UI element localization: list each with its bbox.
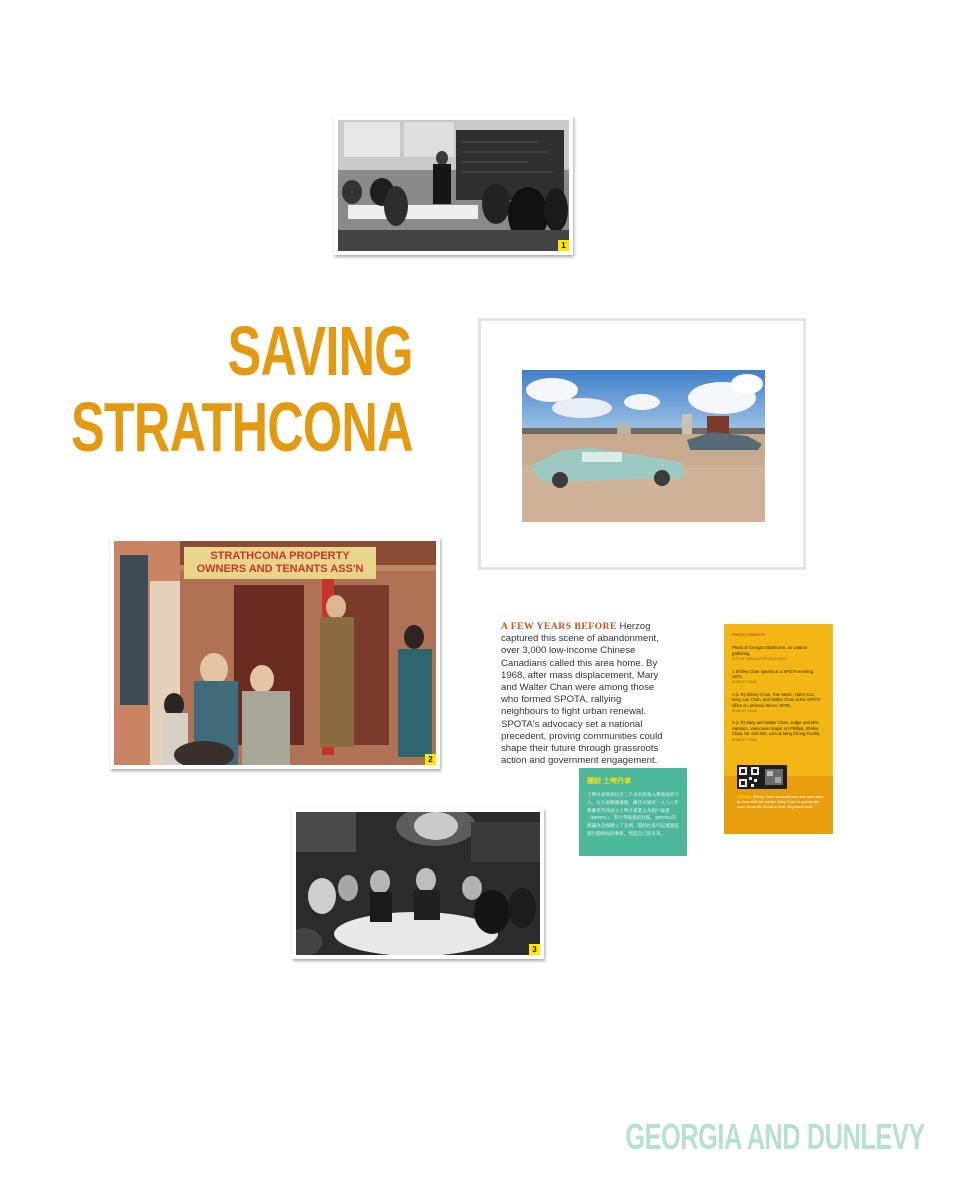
photo-credits-box: [724, 624, 833, 834]
credit-item-1: [732, 669, 825, 686]
body-paragraph: [501, 621, 671, 767]
credit-item-3-text: (L-R) Mary and Walter Chan, Judge and Mrs. Harrison, Vancouver mayor Art Phillips, Shirley Chan, Mr. and Mrs. Lam at Ming Chong Poultry.: [732, 720, 821, 737]
credit-item-1-text: Shirley Chan speaks at a SPOTA meeting, 1972.: [732, 668, 815, 680]
qr-code-icon[interactable]: [737, 765, 787, 789]
credits-intro-text: Photo of Georgia Strathcona, an outdoor gathering: [732, 645, 808, 656]
credit-item-3-sub: SHIRLEY CHAN: [732, 737, 757, 742]
photo-spota-meeting-image: [338, 120, 569, 251]
photo-banquet-image: [296, 812, 540, 955]
qr-caption-text: Shirley Chan recounts how she went door-to-door with her mother Mary Chan to spread the word about the threat to their neighbourhood.: [737, 795, 825, 809]
credit-item-2-number: 2: [732, 691, 735, 697]
credit-item-2: [732, 692, 825, 715]
credit-item-3: [732, 720, 825, 743]
chinese-summary-title: 團結 士啤丹拿: [587, 778, 631, 785]
credit-item-3-number: 3: [732, 720, 735, 726]
qr-caption: [737, 795, 825, 810]
qr-caption-lead: LISTEN:: [737, 795, 752, 799]
credit-item-1-sub: SHIRLEY CHAN: [732, 680, 757, 685]
section-location-label: GEORGIA AND DUNLEVY: [625, 1116, 925, 1157]
body-lead: A FEW YEARS BEFORE: [501, 621, 617, 632]
framed-photo: [478, 318, 806, 570]
photo-banquet: [292, 808, 544, 959]
title-line-2: STRATHCONA: [71, 388, 413, 466]
credits-header: PHOTO CREDITS: [732, 632, 765, 637]
photo-spota-office: [110, 537, 440, 769]
page-title: [71, 313, 413, 465]
spota-sign-line-1: STRATHCONA PROPERTY: [210, 550, 350, 562]
photo-spota-meeting: [334, 116, 573, 255]
credits-intro: [732, 645, 825, 662]
photo-badge-3: 3: [529, 944, 540, 955]
photo-spota-office-image: [114, 541, 436, 765]
credit-item-1-number: 1: [732, 668, 735, 674]
photo-badge-1: 1: [558, 240, 569, 251]
title-line-1: SAVING: [227, 312, 413, 390]
chinese-summary-text: 士啤丹拿曾經住有三千多名低收入華裔加拿大人。在大規模搬遷後，陳氏夫婦於一九六八年與鄰里共同成立士啤丹拿業主及租戶協會（SPOTA），努力爭取保留社區。SPOTA 的倡議為全國樹立了先例，證明社區可以透過基層行動與政府參與，塑造自己的未來。: [587, 792, 679, 836]
credits-intro-sub: CITY OF VANCOUVER ARCHIVES: [732, 657, 786, 662]
credit-item-2-text: (L-R) Shirley Chan, Tom Mesic, Harry Con, Mary Lee Chan, and Walter Chan at the SPOTA office on Jackson Street, 1970s.: [732, 691, 821, 708]
chinese-summary-box: [579, 768, 687, 856]
body-text: Herzog captured this scene of abandonment, over 3,000 low-income Chinese Canadians called this area home. By 1968, after mass displacement, Mary and Walter Chan were among those who formed SPOTA, rallying neighbours to fight urban renewal. SPOTA's advocacy set a national precedent, proving communities could shape their future through grassroots action and government engagement.: [501, 621, 663, 767]
spota-sign-line-2: OWNERS AND TENANTS ASS'N: [196, 563, 364, 575]
photo-badge-2: 2: [425, 754, 436, 765]
abandoned-car-image: [522, 370, 765, 522]
credit-item-2-sub: SHIRLEY CHAN: [732, 709, 757, 714]
spota-sign: [184, 547, 376, 579]
